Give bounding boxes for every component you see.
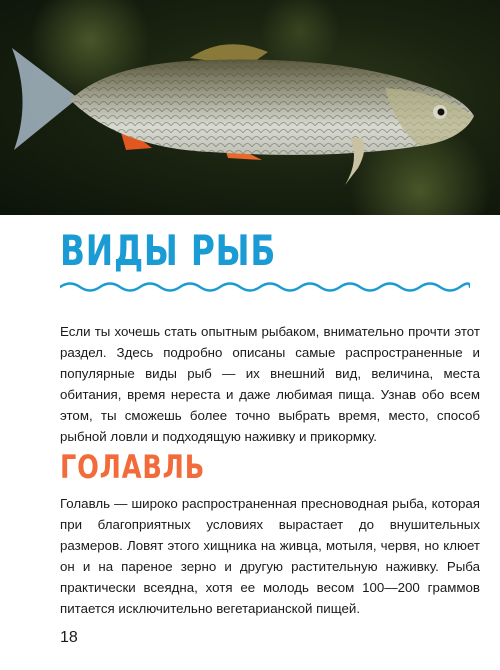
section-heading: ГОЛАВЛЬ	[60, 448, 206, 486]
section-paragraph: Голавль — широко распространенная пресноводная рыба, которая при благоприятных условиях вырастает до внушительных размеров. Ловят этого хищника на живца, мотыля, червя, но клюет он и на пареное зерно и другую растительную наживку. Рыба практически всеядна, хотя ее молодь весом 100—200 граммов питается исключительно вегетарианской пищей.	[60, 496, 480, 616]
intro-paragraph: Если ты хочешь стать опытным рыбаком, внимательно прочти этот раздел. Здесь подробно описаны самые распространенные и популярные виды рыб — их внешний вид, величина, места обитания, время нереста и даже любимая пища. Узнав обо всем этом, ты сможешь более точно выбрать время, место, способ рыбной ловли и подходящую наживку и прикормку.	[60, 324, 480, 444]
wave-divider	[60, 280, 470, 294]
fish-photo	[0, 0, 500, 215]
page-number: 18	[60, 629, 78, 646]
page-title: ВИДЫ РЫБ	[60, 226, 277, 275]
chub-fish-illustration	[0, 0, 500, 215]
